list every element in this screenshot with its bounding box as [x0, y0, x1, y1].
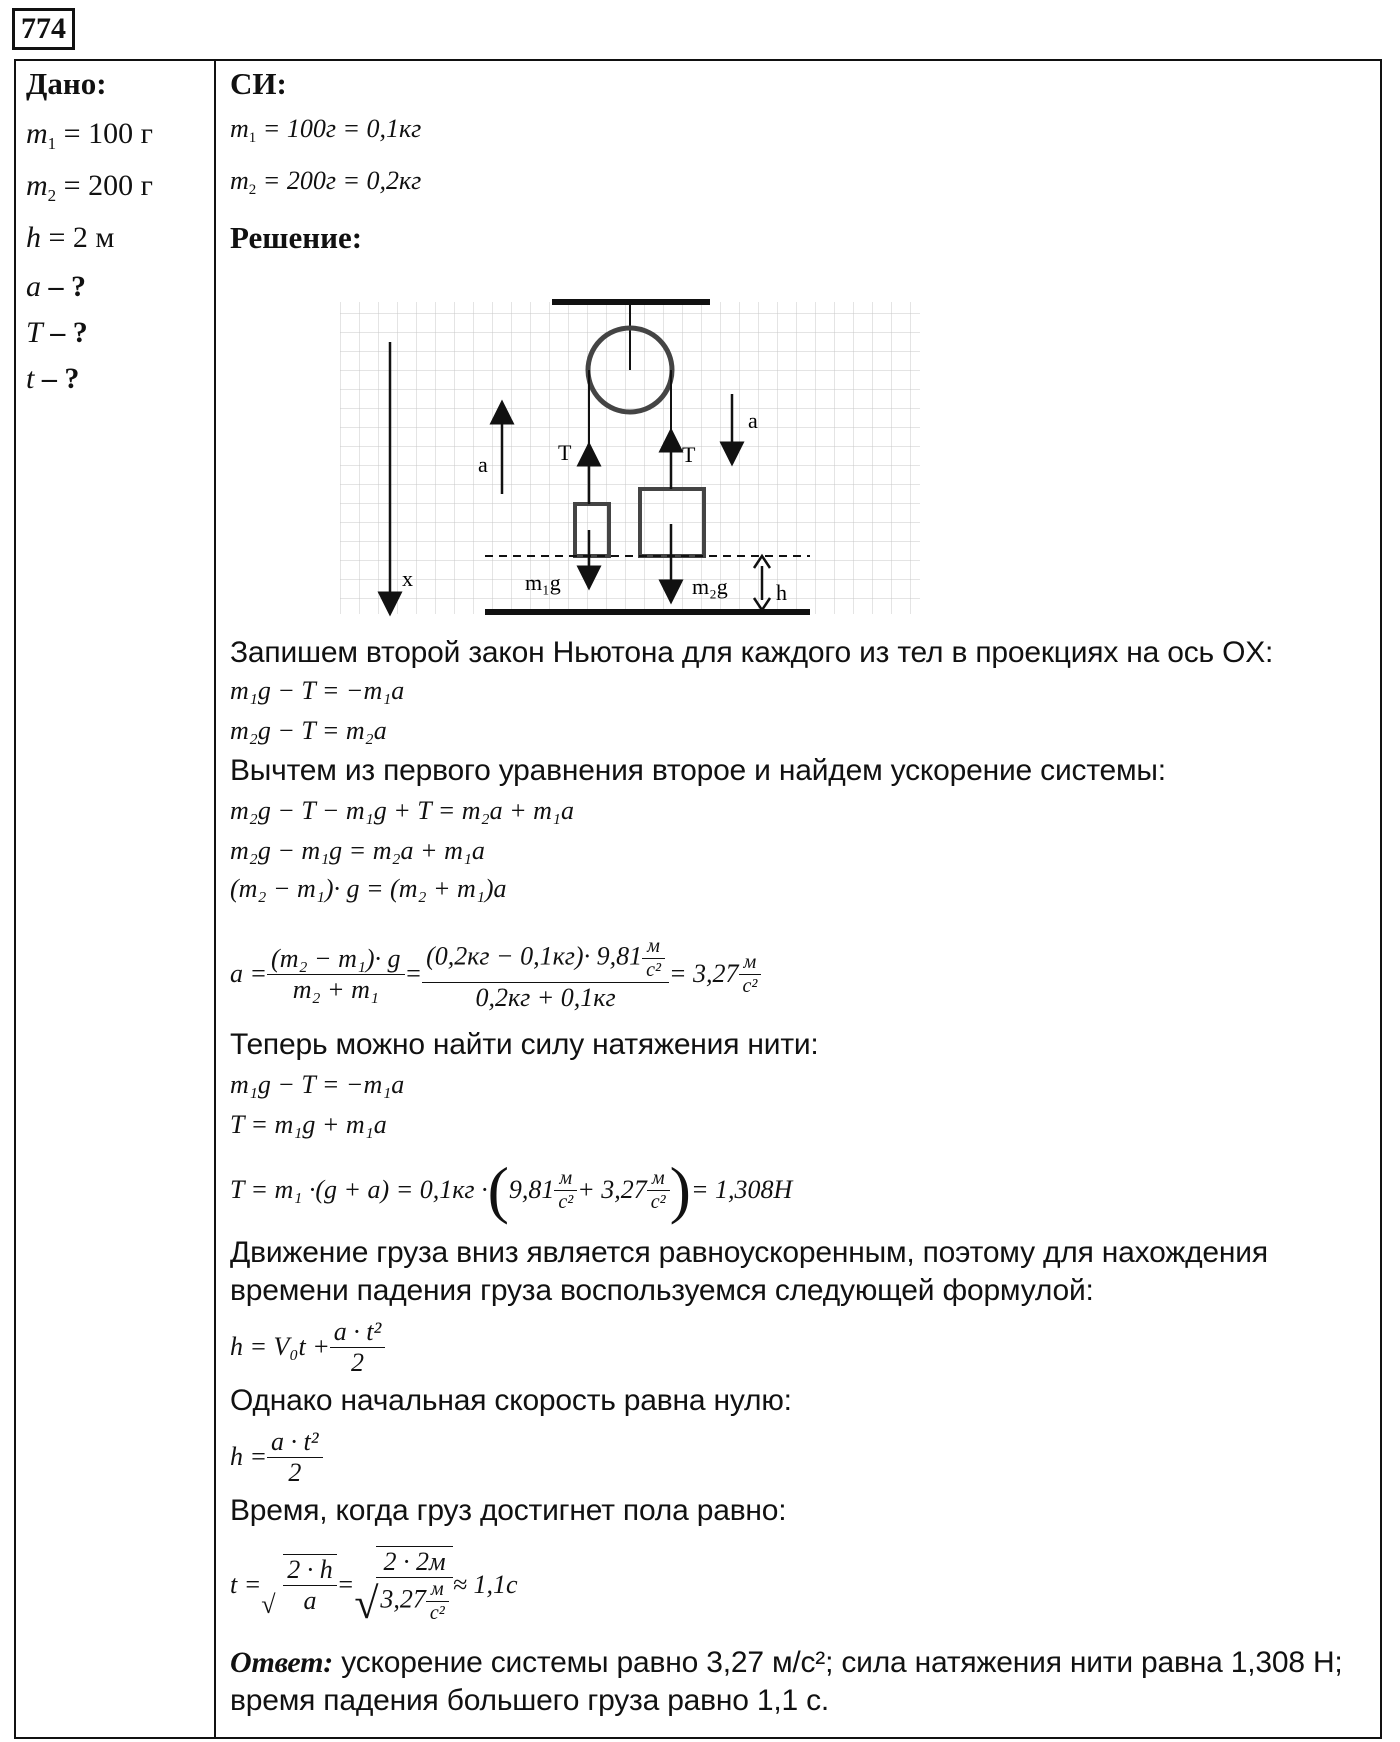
eq-7: m₁g − T = −m₁a — [230, 1070, 405, 1099]
text-tension: Теперь можно найти силу натяжения нити: — [230, 1028, 819, 1061]
given-h: h = 2 м — [26, 221, 115, 254]
pulley-diagram — [340, 294, 920, 624]
accel-right-label: a — [748, 408, 758, 433]
given-header: Дано: — [26, 66, 107, 101]
fraction-symbolic: $\frac{\text{(m₂ − m₁)· g}}{\text{m₂ + m₁}}$ — [267, 944, 405, 1005]
text-subtract: Вычтем из первого уравнения второе и найдем ускорение системы: — [230, 754, 1166, 787]
eq-4: m₂g − m₁g = m₂a + m₁a — [230, 836, 485, 865]
si-m2: $m_2 = 200г = 0,2кг$ — [230, 166, 422, 198]
text-time: Время, когда груз достигнет пола равно: — [230, 1494, 787, 1527]
answer — [230, 1644, 1360, 1720]
problem-number: 774 — [12, 8, 75, 50]
unknown-a: a – ? — [26, 270, 86, 303]
tension-left-label: T — [558, 440, 572, 465]
eq-1: m₁g − T = −m₁a — [230, 676, 405, 705]
given-m1: $m_1 = 100$ г — [26, 117, 153, 153]
height-label: h — [776, 580, 787, 605]
si-header: СИ: — [230, 66, 287, 101]
eq-8: T = m₁g + m₁a — [230, 1110, 387, 1139]
eq-acceleration: a = $\frac{\text{(m₂ − m₁)· g}}{\text{m₂ + m₁}}$ = (0,2кг − 0,1кг)· 9,81 $\frac{м}{\text{c²}}$ 0,2кг + 0,1кг = 3,27 $\frac{м}{\text{c²}}$ — [230, 924, 761, 1024]
given-m2: $m_2 = 200$ г — [26, 169, 153, 205]
eq-2: m₂g − T = m₂a — [230, 716, 387, 745]
accel-left-label: a — [478, 452, 488, 477]
text-uniform-motion: Движение груза вниз является равноускоренным, поэтому для нахождения времени падения груза воспользуемся следующей формулой: — [230, 1236, 1268, 1307]
eq-time: t = √ $\frac{2 \cdot h}{a}$ = √ 2 · 2м 3,27 $\frac{м}{\text{c²}}$ ≈ 1,1c — [230, 1546, 518, 1628]
unknown-t: t – ? — [26, 362, 80, 395]
tension-right-label: T — [682, 442, 696, 467]
si-m1: $m_1 = 100г = 0,1кг$ — [230, 114, 422, 146]
eq-h-full: h = V₀t + $\frac{\text{a · t²}}{2}$ — [230, 1314, 385, 1380]
column-divider — [214, 59, 216, 1739]
answer-text: ускорение системы равно 3,27 м/с²; сила натяжения нити равна 1,308 Н; время падения большего груза равно 1,1 с. — [230, 1646, 1343, 1717]
eq-h-simple: h = $\frac{\text{a · t²}}{2}$ — [230, 1424, 323, 1490]
fraction-numeric: (0,2кг − 0,1кг)· 9,81 $\frac{м}{\text{c²}}$ 0,2кг + 0,1кг — [422, 935, 669, 1013]
unknown-T: T – ? — [26, 316, 88, 349]
answer-label: Ответ: — [230, 1646, 334, 1679]
text-zero-velocity: Однако начальная скорость равна нулю: — [230, 1384, 792, 1417]
unit-ms2: $\frac{м}{\text{c²}}$ — [739, 951, 762, 998]
gravity-m1-label: m₁g — [525, 570, 561, 595]
text-newton-law: Запишем второй закон Ньютона для каждого из тел в проекциях на ось OX: — [230, 636, 1274, 669]
x-label: x — [402, 566, 413, 591]
eq-tension: T = m₁ ·(g + a) = 0,1кг · ( 9,81 $\frac{м}{\text{c²}}$ + 3,27 $\frac{м}{\text{c²}}$ ) = 1,308H — [230, 1154, 793, 1225]
solution-header: Решение: — [230, 220, 363, 255]
eq-3: m₂g − T − m₁g + T = m₂a + m₁a — [230, 796, 574, 825]
eq-5: (m₂ − m₁)· g = (m₂ + m₁)a — [230, 874, 507, 903]
given-column — [26, 62, 211, 402]
gravity-m2-label: m₂g — [692, 574, 728, 599]
